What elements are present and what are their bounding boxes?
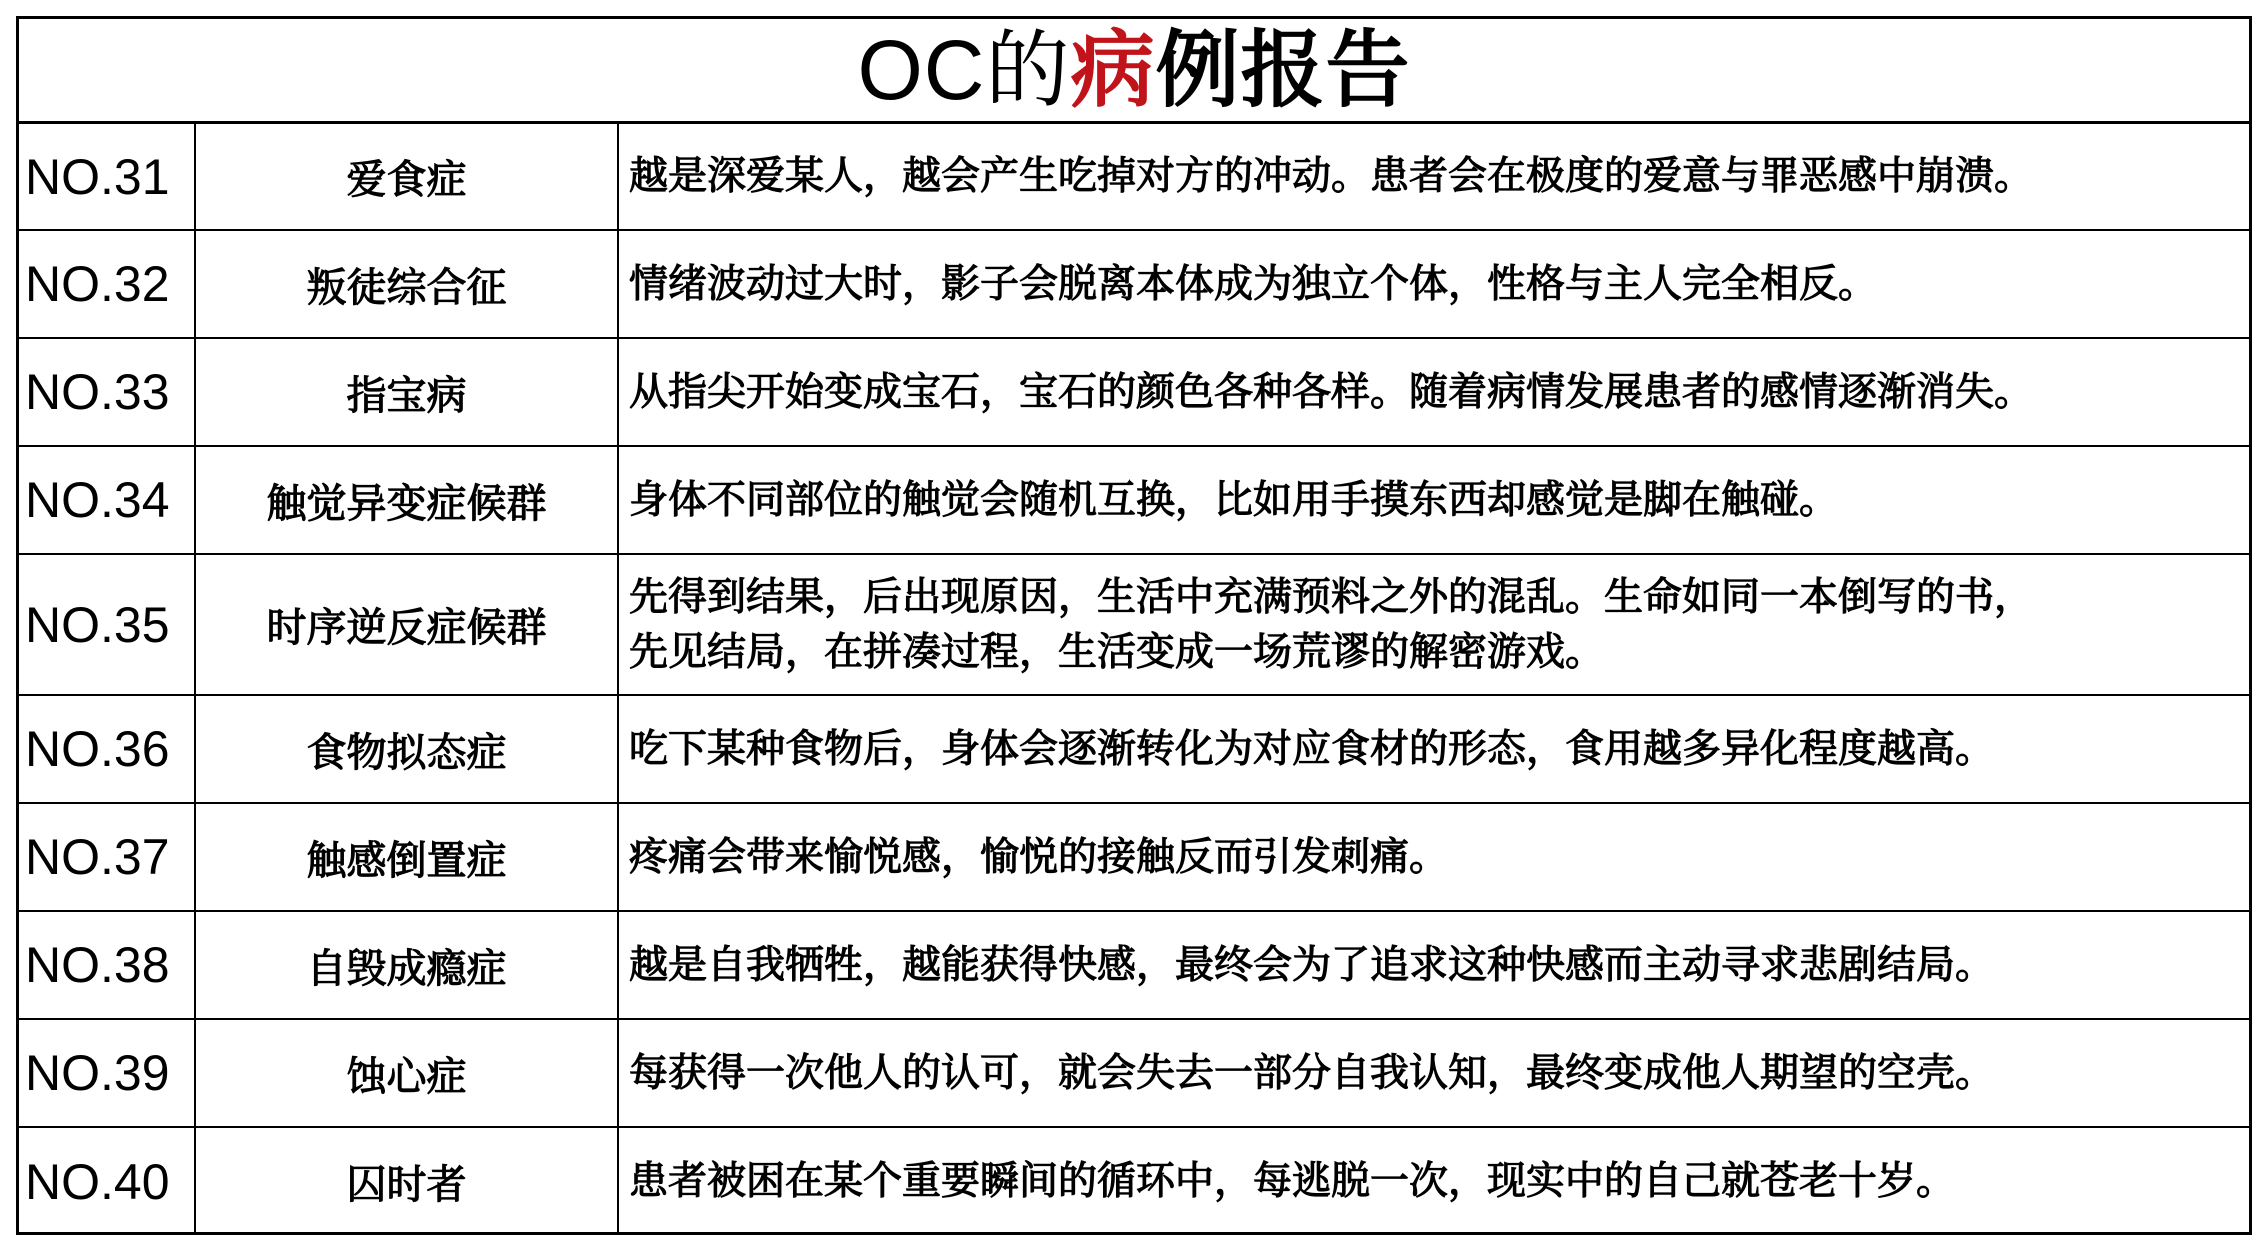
description-line: 疼痛会带来愉悦感，愉悦的接触反而引发刺痛。 (629, 834, 1449, 880)
case-rows (19, 124, 2249, 1232)
table-row (19, 447, 2249, 555)
case-name: 叛徒综合征 (196, 231, 619, 337)
table-row (19, 1128, 2249, 1235)
description-line: 先得到结果，后出现原因，生活中充满预料之外的混乱。生命如同一本倒写的书， (629, 574, 2034, 620)
case-name: 触觉异变症候群 (196, 447, 619, 553)
case-description (619, 804, 2249, 910)
case-number: NO.32 (19, 231, 196, 337)
case-number: NO.34 (19, 447, 196, 553)
case-description (619, 912, 2249, 1018)
case-number: NO.35 (19, 555, 196, 694)
case-description (619, 231, 2249, 337)
case-name: 自毁成瘾症 (196, 912, 619, 1018)
description-line: 身体不同部位的触觉会随机互换，比如用手摸东西却感觉是脚在触碰。 (629, 477, 1839, 523)
description-line: 越是自我牺牲，越能获得快感，最终会为了追求这种快感而主动寻求悲剧结局。 (629, 942, 1995, 988)
description-line: 越是深爱某人，越会产生吃掉对方的冲动。患者会在极度的爱意与罪恶感中崩溃。 (629, 154, 2034, 199)
description-line: 每获得一次他人的认可，就会失去一部分自我认知，最终变成他人期望的空壳。 (629, 1050, 1995, 1096)
case-name: 食物拟态症 (196, 696, 619, 802)
title-part-2-highlight: 病 (1070, 21, 1156, 119)
case-number: NO.36 (19, 696, 196, 802)
description-line: 患者被困在某个重要瞬间的循环中，每逃脱一次，现实中的自己就苍老十岁。 (629, 1159, 1956, 1204)
case-description (619, 1020, 2249, 1126)
description-line: 先见结局，在拼凑过程，生活变成一场荒谬的解密游戏。 (629, 629, 1605, 675)
case-description (619, 447, 2249, 553)
case-name: 时序逆反症候群 (196, 555, 619, 694)
title-part-1: OC的 (857, 23, 1071, 117)
table-row (19, 339, 2249, 447)
case-description (619, 696, 2249, 802)
case-number: NO.31 (19, 124, 196, 229)
page-title (19, 19, 2249, 124)
case-report-table (16, 16, 2252, 1235)
case-description (619, 339, 2249, 445)
case-description (619, 555, 2249, 694)
title-part-3: 例报告 (1155, 21, 1411, 119)
case-description (619, 1128, 2249, 1235)
case-number: NO.37 (19, 804, 196, 910)
description-line: 从指尖开始变成宝石，宝石的颜色各种各样。随着病情发展患者的感情逐渐消失。 (629, 369, 2034, 415)
case-number: NO.33 (19, 339, 196, 445)
table-row (19, 912, 2249, 1020)
case-number: NO.38 (19, 912, 196, 1018)
table-row (19, 555, 2249, 696)
table-row (19, 231, 2249, 339)
case-number: NO.39 (19, 1020, 196, 1126)
case-name: 蚀心症 (196, 1020, 619, 1126)
case-number: NO.40 (19, 1128, 196, 1235)
case-description (619, 124, 2249, 229)
case-name: 指宝病 (196, 339, 619, 445)
table-row (19, 1020, 2249, 1128)
description-line: 情绪波动过大时，影子会脱离本体成为独立个体，性格与主人完全相反。 (629, 261, 1878, 307)
table-row (19, 804, 2249, 912)
table-row (19, 124, 2249, 231)
table-row (19, 696, 2249, 804)
description-line: 吃下某种食物后，身体会逐渐转化为对应食材的形态，食用越多异化程度越高。 (629, 726, 1995, 772)
case-name: 爱食症 (196, 124, 619, 229)
case-name: 囚时者 (196, 1128, 619, 1235)
case-name: 触感倒置症 (196, 804, 619, 910)
